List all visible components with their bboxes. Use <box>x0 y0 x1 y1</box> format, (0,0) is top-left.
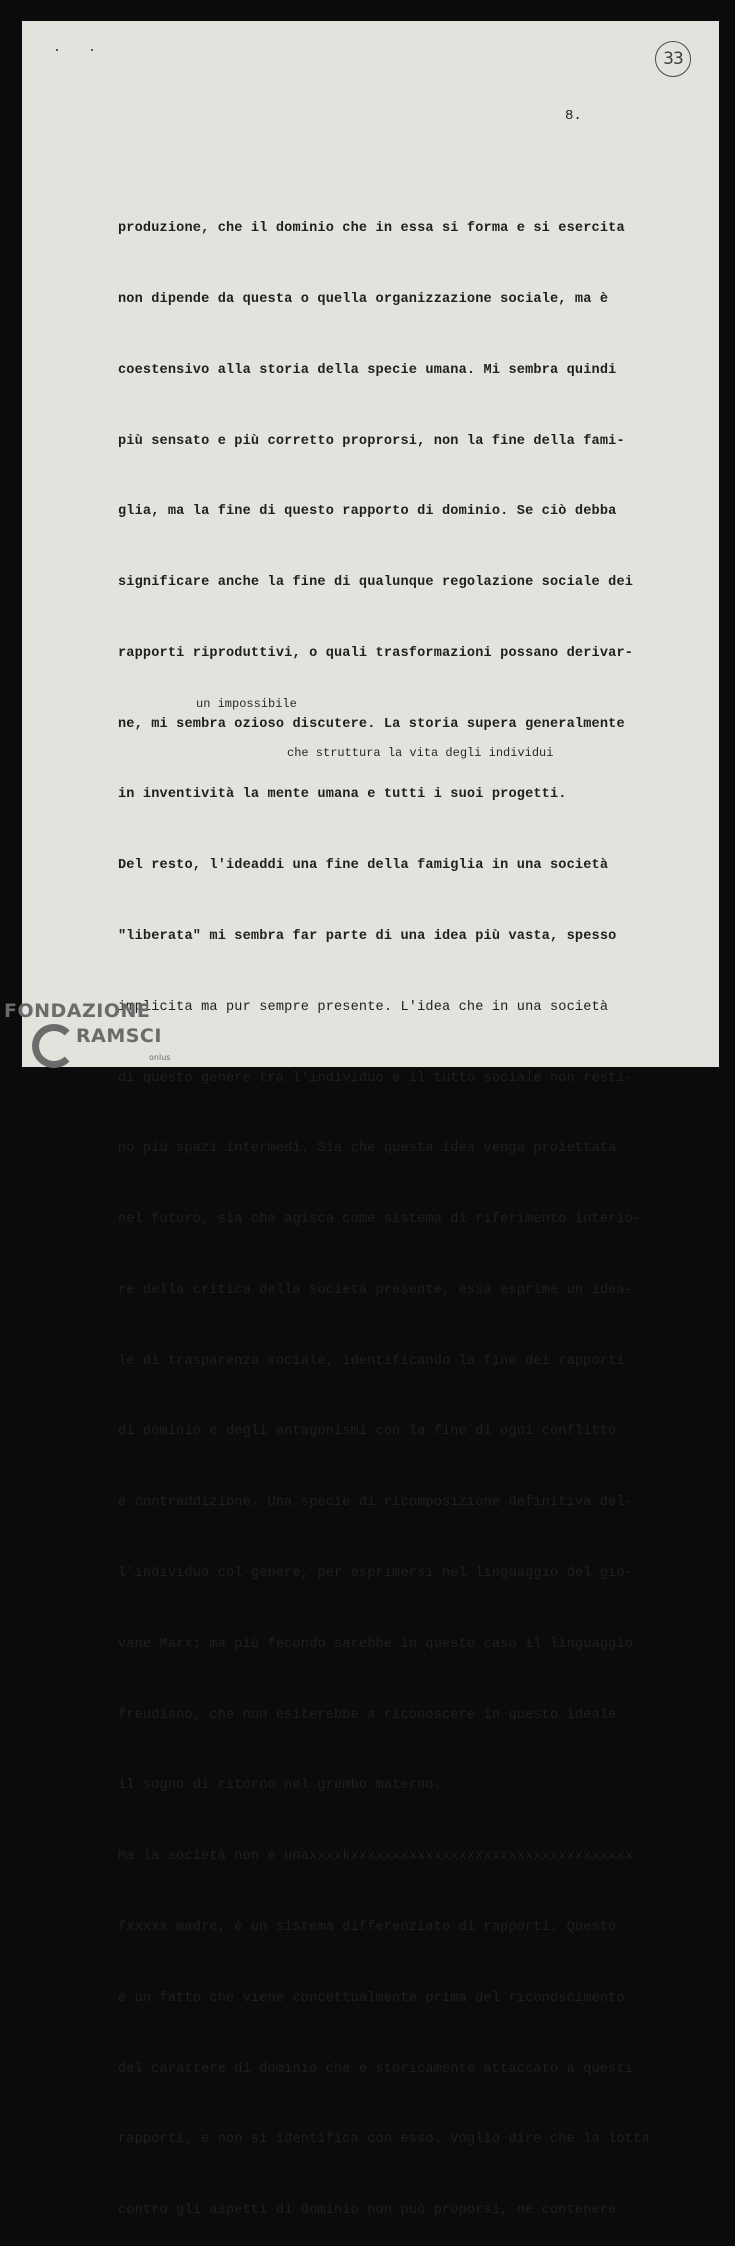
text-line: no più spazi intermedi. Sia che questa idea venga proiettata <box>118 1141 617 1157</box>
text-line: freudiano, che non esiterebbe a riconoscere in questo ideale <box>118 1707 617 1723</box>
text-line: l'individuo col genere, per esprimersi nel linguaggio del gio- <box>118 1566 634 1582</box>
body-text <box>118 170 678 2246</box>
text-line: Del resto, l'ideaddi una fine della famiglia in una società <box>118 858 609 874</box>
text-line: nel futuro, sia che agisca come sistema di riferimento interio- <box>118 1212 642 1228</box>
text-line: coestensivo alla storia della specie umana. Mi sembra quindi <box>118 362 617 378</box>
folio-number: 33 <box>655 41 691 77</box>
interlinear-insertion: un impossibile <box>196 697 297 711</box>
text-line: fxxxxx madre, è un sistema differenziato di rapporti. Questo <box>118 1919 617 1935</box>
text-line: Ma la società non è unaxxxxkxxxxxxxxxxxxxxxxxxxxxxxxxxxxxxxxxx <box>118 1849 634 1865</box>
text-line: le di trasparenza sociale, identificando la fine dei rapporti <box>118 1353 625 1369</box>
text-line: re della critica della società presente, essa esprime un idea- <box>118 1282 634 1298</box>
paper-mark <box>91 49 93 51</box>
text-line: in inventività la mente umana e tutti i suoi progetti. <box>118 787 567 803</box>
interlinear-insertion: che struttura la vita degli individui <box>287 746 554 760</box>
watermark-line: RAMSCI <box>76 1025 162 1047</box>
text-line: del carattere di dominio che è storicamente attaccato a questi <box>118 2061 634 2077</box>
text-line: contro gli aspetti di dominio non può proporsi, né contenere <box>118 2203 617 2219</box>
text-line: più sensato e più corretto proprorsi, non la fine della fami- <box>118 433 625 449</box>
logo-g-icon <box>32 1024 76 1068</box>
paper-mark <box>56 49 58 51</box>
text-line: "liberata" mi sembra far parte di una idea più vasta, spesso <box>118 929 617 944</box>
text-line: rapporti, e non si identifica con esso. Voglio dire che la lotta <box>118 2132 650 2148</box>
text-line: il sogno di ritorno nel grembo materno. <box>118 1778 442 1794</box>
text-line: è un fatto che viene concettualmente prima del riconoscimento <box>118 1990 625 2006</box>
text-line: vane Marx; ma più fecondo sarebbe in questo caso il linguaggio <box>118 1636 634 1652</box>
text-line: rapporti riproduttivi, o quali trasformazioni possano derivar- <box>118 645 634 661</box>
text-line: ne, mi sembra ozioso discutere. La storia supera generalmente <box>118 716 625 732</box>
text-line: significare anche la fine di qualunque regolazione sociale dei <box>118 575 634 591</box>
text-line: produzione, che il dominio che in essa si forma e si esercita <box>118 221 625 237</box>
watermark-line: FONDAZIONE <box>4 1000 151 1022</box>
page-number: 8. <box>565 108 582 124</box>
text-line: di dominio e degli antagonismi con la fine di ogni conflitto <box>118 1424 617 1440</box>
text-line: di questo genere tra l'individuo e il tutto sociale non resti- <box>118 1070 634 1086</box>
text-line: implicita ma pur sempre presente. L'idea che in una società <box>118 999 609 1015</box>
text-line: glia, ma la fine di questo rapporto di dominio. Se ciò debba <box>118 504 617 520</box>
text-line: e contraddizione. Una specie di ricomposizione definitiva del- <box>118 1495 634 1511</box>
text-line: non dipende da questa o quella organizzazione sociale, ma è <box>118 291 609 307</box>
watermark-line: onlus <box>149 1053 171 1062</box>
